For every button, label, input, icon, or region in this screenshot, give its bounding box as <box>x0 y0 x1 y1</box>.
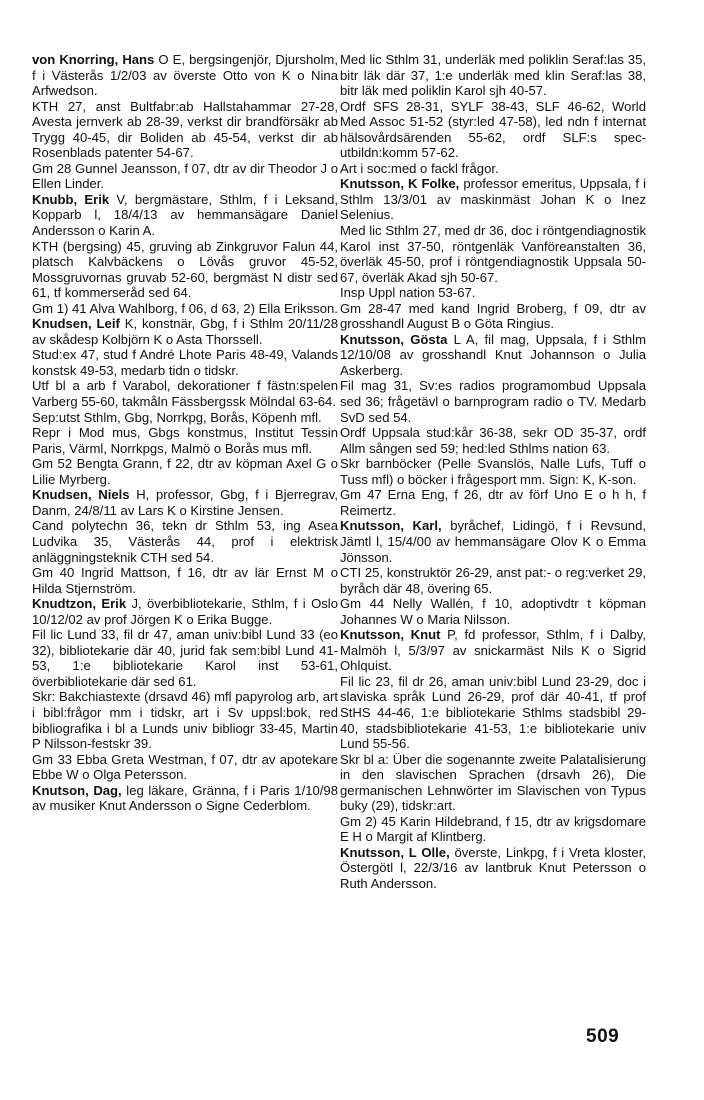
entry-paragraph <box>32 627 338 689</box>
entry-text: Fil lic 23, fil dr 26, aman univ:bibl Lund 23-29, doc i slaviska språk Lund 26-29, prof där 40-41, tf prof StHS 44-46, 1:e bibliotekarie Sthlms stadsbibl 29-40, stadsbibliotekarie 41-53, 1:e bibliotekarie univ Lund 55-56. <box>340 673 646 752</box>
entry-paragraph <box>340 223 646 285</box>
left-column <box>32 52 338 814</box>
entry-text: J, överbibliotekarie, Sthlm, f i Oslo 10/12/02 av prof Jörgen K o Erika Bugge. <box>32 596 338 627</box>
biography-entry <box>340 627 646 845</box>
entry-paragraph <box>32 752 338 783</box>
entry-intro <box>32 487 338 518</box>
entry-paragraph <box>32 161 338 192</box>
entry-paragraph <box>32 301 338 317</box>
entry-name: Knutsson, Knut <box>340 627 441 643</box>
entry-text: byråchef, Lidingö, f i Revsund, Jämtl l, 15/4/00 av hemmansägare Olov K o Emma Jönsson. <box>340 518 646 565</box>
entry-text: K, konstnär, Gbg, f i Sthlm 20/11/28 av skådesp Kolbjörn K o Asta Thorssell. <box>32 316 338 347</box>
entry-intro <box>32 52 338 99</box>
entry-text: Med lic Sthlm 27, med dr 36, doc i röntgendiagnostik Karol inst 37-50, röntgenläk Vanföreanstalten 36, överläk 45-50, prof i röntgendiagnostik Uppsala 50-67, överläk Akad sjh 50-67. <box>340 223 646 285</box>
entry-paragraph <box>340 565 646 596</box>
entry-text: Sep:utst Sthlm, Gbg, Norrkpg, Borås, Köpenh mfl. <box>32 409 322 425</box>
entry-text: KTH (bergsing) 45, gruving ab Zinkgruvor Falun 44, platsch Kalvbäckens o Lövås gruvor 45-52, Mossgruvornas gruvab 52-60, bergmäst N distr sed 61, tf kommerseråd sed 64. <box>32 238 338 301</box>
entry-text: KTH 27, anst Bultfabr:ab Hallstahammar 27-28, Avesta jernverk ab 28-39, verkst dir brandförsäkr ab Trygg 40-45, dir Boliden ab 45-54, verkst dir ab Rosenblads patenter 54-67. <box>32 98 338 161</box>
entry-text: Gm 1) 41 Alva Wahlborg, f 06, d 63, 2) Ella Eriksson. <box>32 300 338 316</box>
entry-text: överste, Linkpg, f i Vreta kloster, Östergötl l, 22/3/16 av lantbruk Knut Petersson o Ruth Andersson. <box>340 844 646 891</box>
entry-name: Knubb, Erik <box>32 191 110 207</box>
entry-text: professor emeritus, Uppsala, f i Sthlm 13/3/01 av maskinmäst Johan K o Inez Selenius. <box>340 176 646 223</box>
entry-text: Repr i Mod mus, Gbgs konstmus, Institut Tessin Paris, Värml, Norrkpgs, Malmö o Borås mus mfl. <box>32 425 338 456</box>
right-column <box>340 52 646 892</box>
entry-text: Skr: Bakchiastexte (drsavd 46) mfl papyrolog arb, art i bibl:frågor mm i tidskr, art i Sv uppsl:bok, red bibliografika i bl a Lunds univ bibliogr 33-45, Martin P Nilsson-festskr 39. <box>32 689 338 752</box>
entry-text: Gm 28 Gunnel Jeansson, f 07, dtr av dir Theodor J o Ellen Linder. <box>32 160 338 192</box>
entry-intro <box>340 627 646 674</box>
entry-text: Skr bl a: Über die sogenannte zweite Palatalisierung in den slavischen Sprachen (drsavh 26), Die germanischen Lehnwörter im Slavischen von Typus buky (29), tidskr:art. <box>340 751 646 814</box>
entry-paragraph <box>32 425 338 456</box>
entry-paragraph <box>340 285 646 301</box>
entry-text: Gm 33 Ebba Greta Westman, f 07, dtr av apotekare Ebbe W o Olga Petersson. <box>32 751 338 783</box>
entry-text: Skr barnböcker (Pelle Svanslös, Nalle Lufs, Tuff o Tuss mfl) o böcker i frågesport mm. Sign: K, K-son. <box>340 456 646 487</box>
entry-name: Knutsson, Karl, <box>340 518 442 534</box>
entry-name: Knutson, Dag, <box>32 782 122 798</box>
entry-paragraph <box>340 99 646 161</box>
entry-text: Insp Uppl nation 53-67. <box>340 285 476 301</box>
entry-name: Knudsen, Niels <box>32 487 130 503</box>
entry-text: leg läkare, Gränna, f i Paris 1/10/98 av musiker Knut Andersson o Signe Cederblom. <box>32 782 338 814</box>
entry-text: Med lic Sthlm 31, underläk med poliklin Seraf:las 35, bitr läk där 37, 1:e underläk med klin Seraf:las 38, bitr läk med poliklin Karol sjh 40-57. <box>340 52 646 99</box>
entry-paragraph <box>340 161 646 177</box>
entry-text: Gm 47 Erna Eng, f 26, dtr av förf Uno E o h h, f Reimertz. <box>340 487 646 518</box>
entry-intro <box>32 316 338 347</box>
biography-entry <box>340 845 646 892</box>
entry-text: Cand polytechn 36, tekn dr Sthlm 53, ing Asea Ludvika 35, Västerås 44, prof i elektrisk anläggningsteknik CTH sed 54. <box>32 518 338 565</box>
entry-text: Gm 52 Bengta Grann, f 22, dtr av köpman Axel G o Lilie Myrberg. <box>32 456 338 487</box>
entry-text: V, bergmästare, Sthlm, f i Leksand, Kopparb l, 18/4/13 av hemmansägare Daniel Andersson o Karin A. <box>32 191 339 239</box>
entry-text: Gm 44 Nelly Wallén, f 10, adoptivdtr t köpman Johannes W o Maria Nilsson. <box>340 596 646 627</box>
entry-paragraph <box>32 689 338 751</box>
entry-paragraph <box>340 378 646 425</box>
biography-entry <box>32 192 338 316</box>
biography-entry <box>32 783 338 814</box>
entry-text: Utf bl a arb f Varabol, dekorationer f fästn:spelen Varberg 55-60, takmåln Fässbergssk Mölndal 63-64. <box>32 378 338 410</box>
entry-paragraph <box>340 456 646 487</box>
entry-intro <box>32 596 338 627</box>
biography-entry <box>32 316 338 487</box>
entry-text: Stud:ex 47, stud f André Lhote Paris 48-49, Valands konstsk 49-53, medarb tidn o tidskr. <box>32 347 338 378</box>
biography-entry <box>32 52 338 192</box>
entry-text: CTI 25, konstruktör 26-29, anst pat:- o reg:verket 29, byråch där 48, övering 65. <box>340 565 646 596</box>
biography-entry <box>340 52 646 176</box>
entry-text: Fil lic Lund 33, fil dr 47, aman univ:bibl Lund 33 (eo 32), bibliotekarie där 40, jurid fak sem:bibl Lund 41-53, 1:e bibliotekarie Karol inst 53-61, överbibliotekarie där sed 61. <box>32 627 338 689</box>
entry-name: von Knorring, Hans <box>32 52 155 67</box>
entry-name: Knutsson, K Folke, <box>340 176 460 192</box>
entry-paragraph <box>340 814 646 845</box>
entry-text: P, fd professor, Sthlm, f i Dalby, Malmöh l, 5/3/97 av snickarmäst Nils K o Sigrid Ohlquist. <box>340 627 646 674</box>
entry-paragraph <box>32 99 338 161</box>
biography-entry <box>32 596 338 783</box>
entry-text: Fil mag 31, Sv:es radios programombud Uppsala sed 36; frågetävl o barnprogram radio o TV. Medarb SvD sed 54. <box>340 378 646 425</box>
biography-entry <box>32 487 338 596</box>
entry-text: Gm 2) 45 Karin Hildebrand, f 15, dtr av krigsdomare E H o Margit af Klintberg. <box>340 813 646 845</box>
entry-paragraph <box>32 518 338 565</box>
entry-text: O E, bergsingenjör, Djursholm, f i Västerås 1/2/03 av överste Otto von K o Nina Arfwedson. <box>32 52 338 99</box>
entry-name: Knutsson, Gösta <box>340 331 448 347</box>
entry-intro <box>32 783 338 814</box>
entry-name: Knutsson, L Olle, <box>340 844 450 860</box>
entry-intro <box>340 332 646 379</box>
entry-text: Art i soc:med o fackl frågor. <box>340 160 499 176</box>
entry-paragraph <box>340 752 646 814</box>
biography-entry <box>340 176 646 331</box>
entry-paragraph <box>340 674 646 752</box>
biography-entry <box>340 518 646 627</box>
entry-paragraph <box>32 456 338 487</box>
entry-text: Ordf SFS 28-31, SYLF 38-43, SLF 46-62, World Med Assoc 51-52 (styr:led 47-58), led ndn f internat hälsovårdsärenden 55-62, ordf SLF:s spec-utbildn:komm 57-62. <box>340 98 646 161</box>
entry-text: Gm 40 Ingrid Mattson, f 16, dtr av lär Ernst M o Hilda Stjernström. <box>32 565 338 596</box>
entry-paragraph <box>32 378 338 409</box>
biography-entry <box>340 332 646 519</box>
entry-intro <box>340 518 646 565</box>
entry-paragraph <box>340 487 646 518</box>
entry-text: L A, fil mag, Uppsala, f i Sthlm 12/10/08 av grosshandl Knut Johannson o Julia Askerberg. <box>340 331 646 378</box>
entry-paragraph <box>32 410 338 426</box>
entry-paragraph <box>32 347 338 378</box>
entry-text: Gm 28-47 med kand Ingrid Broberg, f 09, dtr av grosshandl August B o Göta Ringius. <box>340 300 646 332</box>
entry-paragraph <box>340 301 646 332</box>
entry-intro <box>340 52 646 99</box>
page-number: 509 <box>586 1026 620 1047</box>
entry-text: H, professor, Gbg, f i Bjerregrav, Danm, 24/8/11 av Lars K o Kirstine Jensen. <box>32 487 338 518</box>
entry-intro <box>32 192 338 239</box>
entry-intro <box>340 176 646 223</box>
entry-paragraph <box>32 239 338 301</box>
entry-name: Knudsen, Leif <box>32 316 120 332</box>
entry-text: Ordf Uppsala stud:kår 36-38, sekr OD 35-37, ordf Allm sången sed 59; hed:led Sthlms nation 63. <box>340 425 646 456</box>
entry-paragraph <box>32 565 338 596</box>
entry-paragraph <box>340 596 646 627</box>
entry-name: Knudtzon, Erik <box>32 596 127 612</box>
entry-intro <box>340 845 646 892</box>
entry-paragraph <box>340 425 646 456</box>
